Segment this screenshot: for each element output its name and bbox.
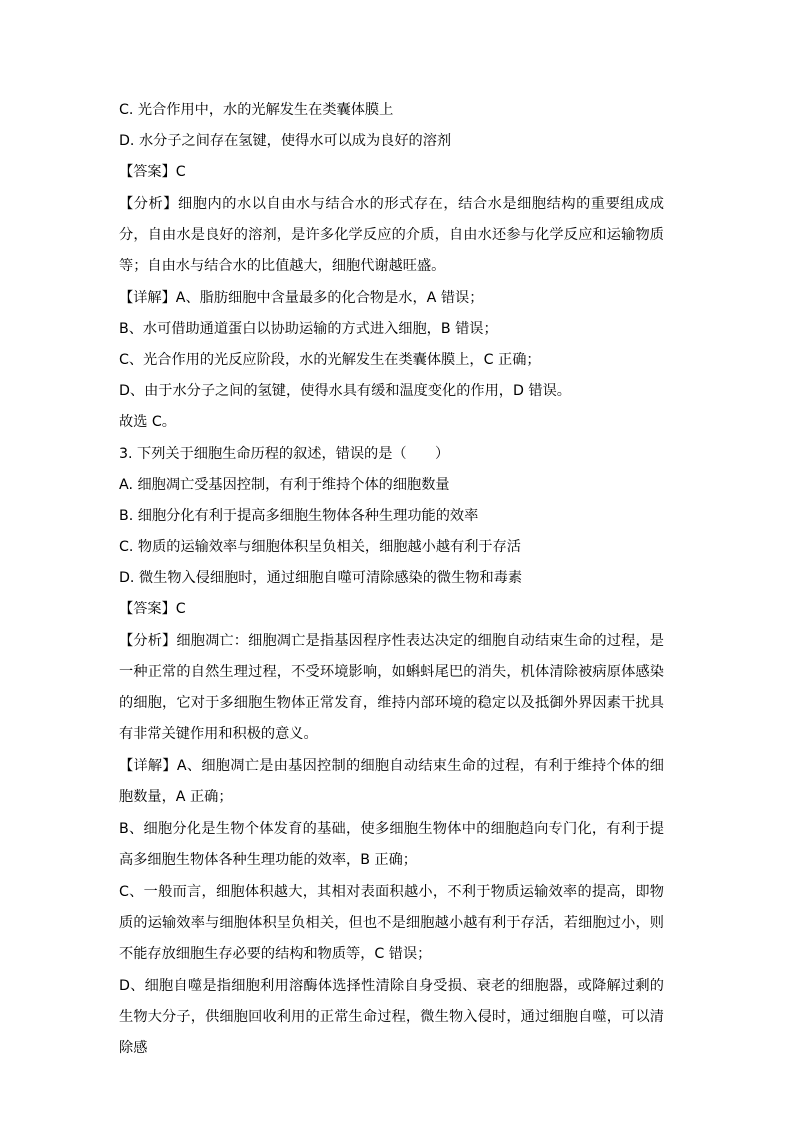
document-page bbox=[119, 100, 664, 1070]
question-3-analysis: 【分析】细胞凋亡：细胞凋亡是指基因程序性表达决定的细胞自动结束生命的过程，是一种正常的自然生理过程，不受环境影响，如蝌蚪尾巴的消失，机体清除被病原体感染的细胞，它对于多细胞生物体正常发育，维持内部环境的稳定以及抵御外界因素干扰具有非常关键作用和积极的意义。 bbox=[119, 632, 664, 742]
question-3-answer: 【答案】C bbox=[119, 601, 186, 618]
question-3-detail-a: 【详解】A、细胞凋亡是由基因控制的细胞自动结束生命的过程，有利于维持个体的细胞数量，A 正确； bbox=[119, 757, 664, 805]
question-3-option-d: D. 微生物入侵细胞时，通过细胞自噬可清除感染的微生物和毒素 bbox=[119, 570, 523, 587]
answer-prev: 【答案】C bbox=[119, 164, 186, 181]
analysis-prev: 【分析】细胞内的水以自由水与结合水的形式存在，结合水是细胞结构的重要组成成分，自由水是良好的溶剂，是许多化学反应的介质，自由水还参与化学反应和运输物质等；自由水与结合水的比值越大，细胞代谢越旺盛。 bbox=[119, 195, 664, 274]
detail-b-prev: B、水可借助通道蛋白以协助运输的方式进入细胞，B 错误； bbox=[119, 320, 498, 337]
option-d-prev: D. 水分子之间存在氢键，使得水可以成为良好的溶剂 bbox=[119, 133, 452, 150]
detail-a-prev: 【详解】A、脂肪细胞中含量最多的化合物是水，A 错误； bbox=[119, 289, 484, 306]
question-3: 3. 下列关于细胞生命历程的叙述，错误的是（ ） bbox=[119, 445, 450, 462]
question-3-detail-d: D、细胞自噬是指细胞利用溶酶体选择性清除自身受损、衰老的细胞器，或降解过剩的生物大分子，供细胞回收利用的正常生命过程，微生物入侵时，通过细胞自噬，可以清除感 bbox=[119, 977, 664, 1056]
question-3-option-a: A. 细胞凋亡受基因控制，有利于维持个体的细胞数量 bbox=[119, 476, 450, 493]
question-3-detail-c: C、一般而言，细胞体积越大，其相对表面积越小，不利于物质运输效率的提高，即物质的运输效率与细胞体积呈负相关，但也不是细胞越小越有利于存活，若细胞过小，则不能存放细胞生存必要的结构和物质等，C 错误； bbox=[119, 883, 664, 962]
conclusion-prev: 故选 C。 bbox=[119, 414, 176, 431]
option-c-prev: C. 光合作用中，水的光解发生在类囊体膜上 bbox=[119, 102, 394, 118]
question-3-option-c: C. 物质的运输效率与细胞体积呈负相关，细胞越小越有利于存活 bbox=[119, 539, 521, 556]
detail-d-prev: D、由于水分子之间的氢键，使得水具有缓和温度变化的作用，D 错误。 bbox=[119, 383, 571, 400]
detail-c-prev: C、光合作用的光反应阶段，水的光解发生在类囊体膜上，C 正确； bbox=[119, 351, 541, 368]
question-3-option-b: B. 细胞分化有利于提高多细胞生物体各种生理功能的效率 bbox=[119, 507, 479, 524]
question-3-detail-b: B、细胞分化是生物个体发育的基础，使多细胞生物体中的细胞趋向专门化，有利于提高多细胞生物体各种生理功能的效率，B 正确； bbox=[119, 820, 664, 868]
